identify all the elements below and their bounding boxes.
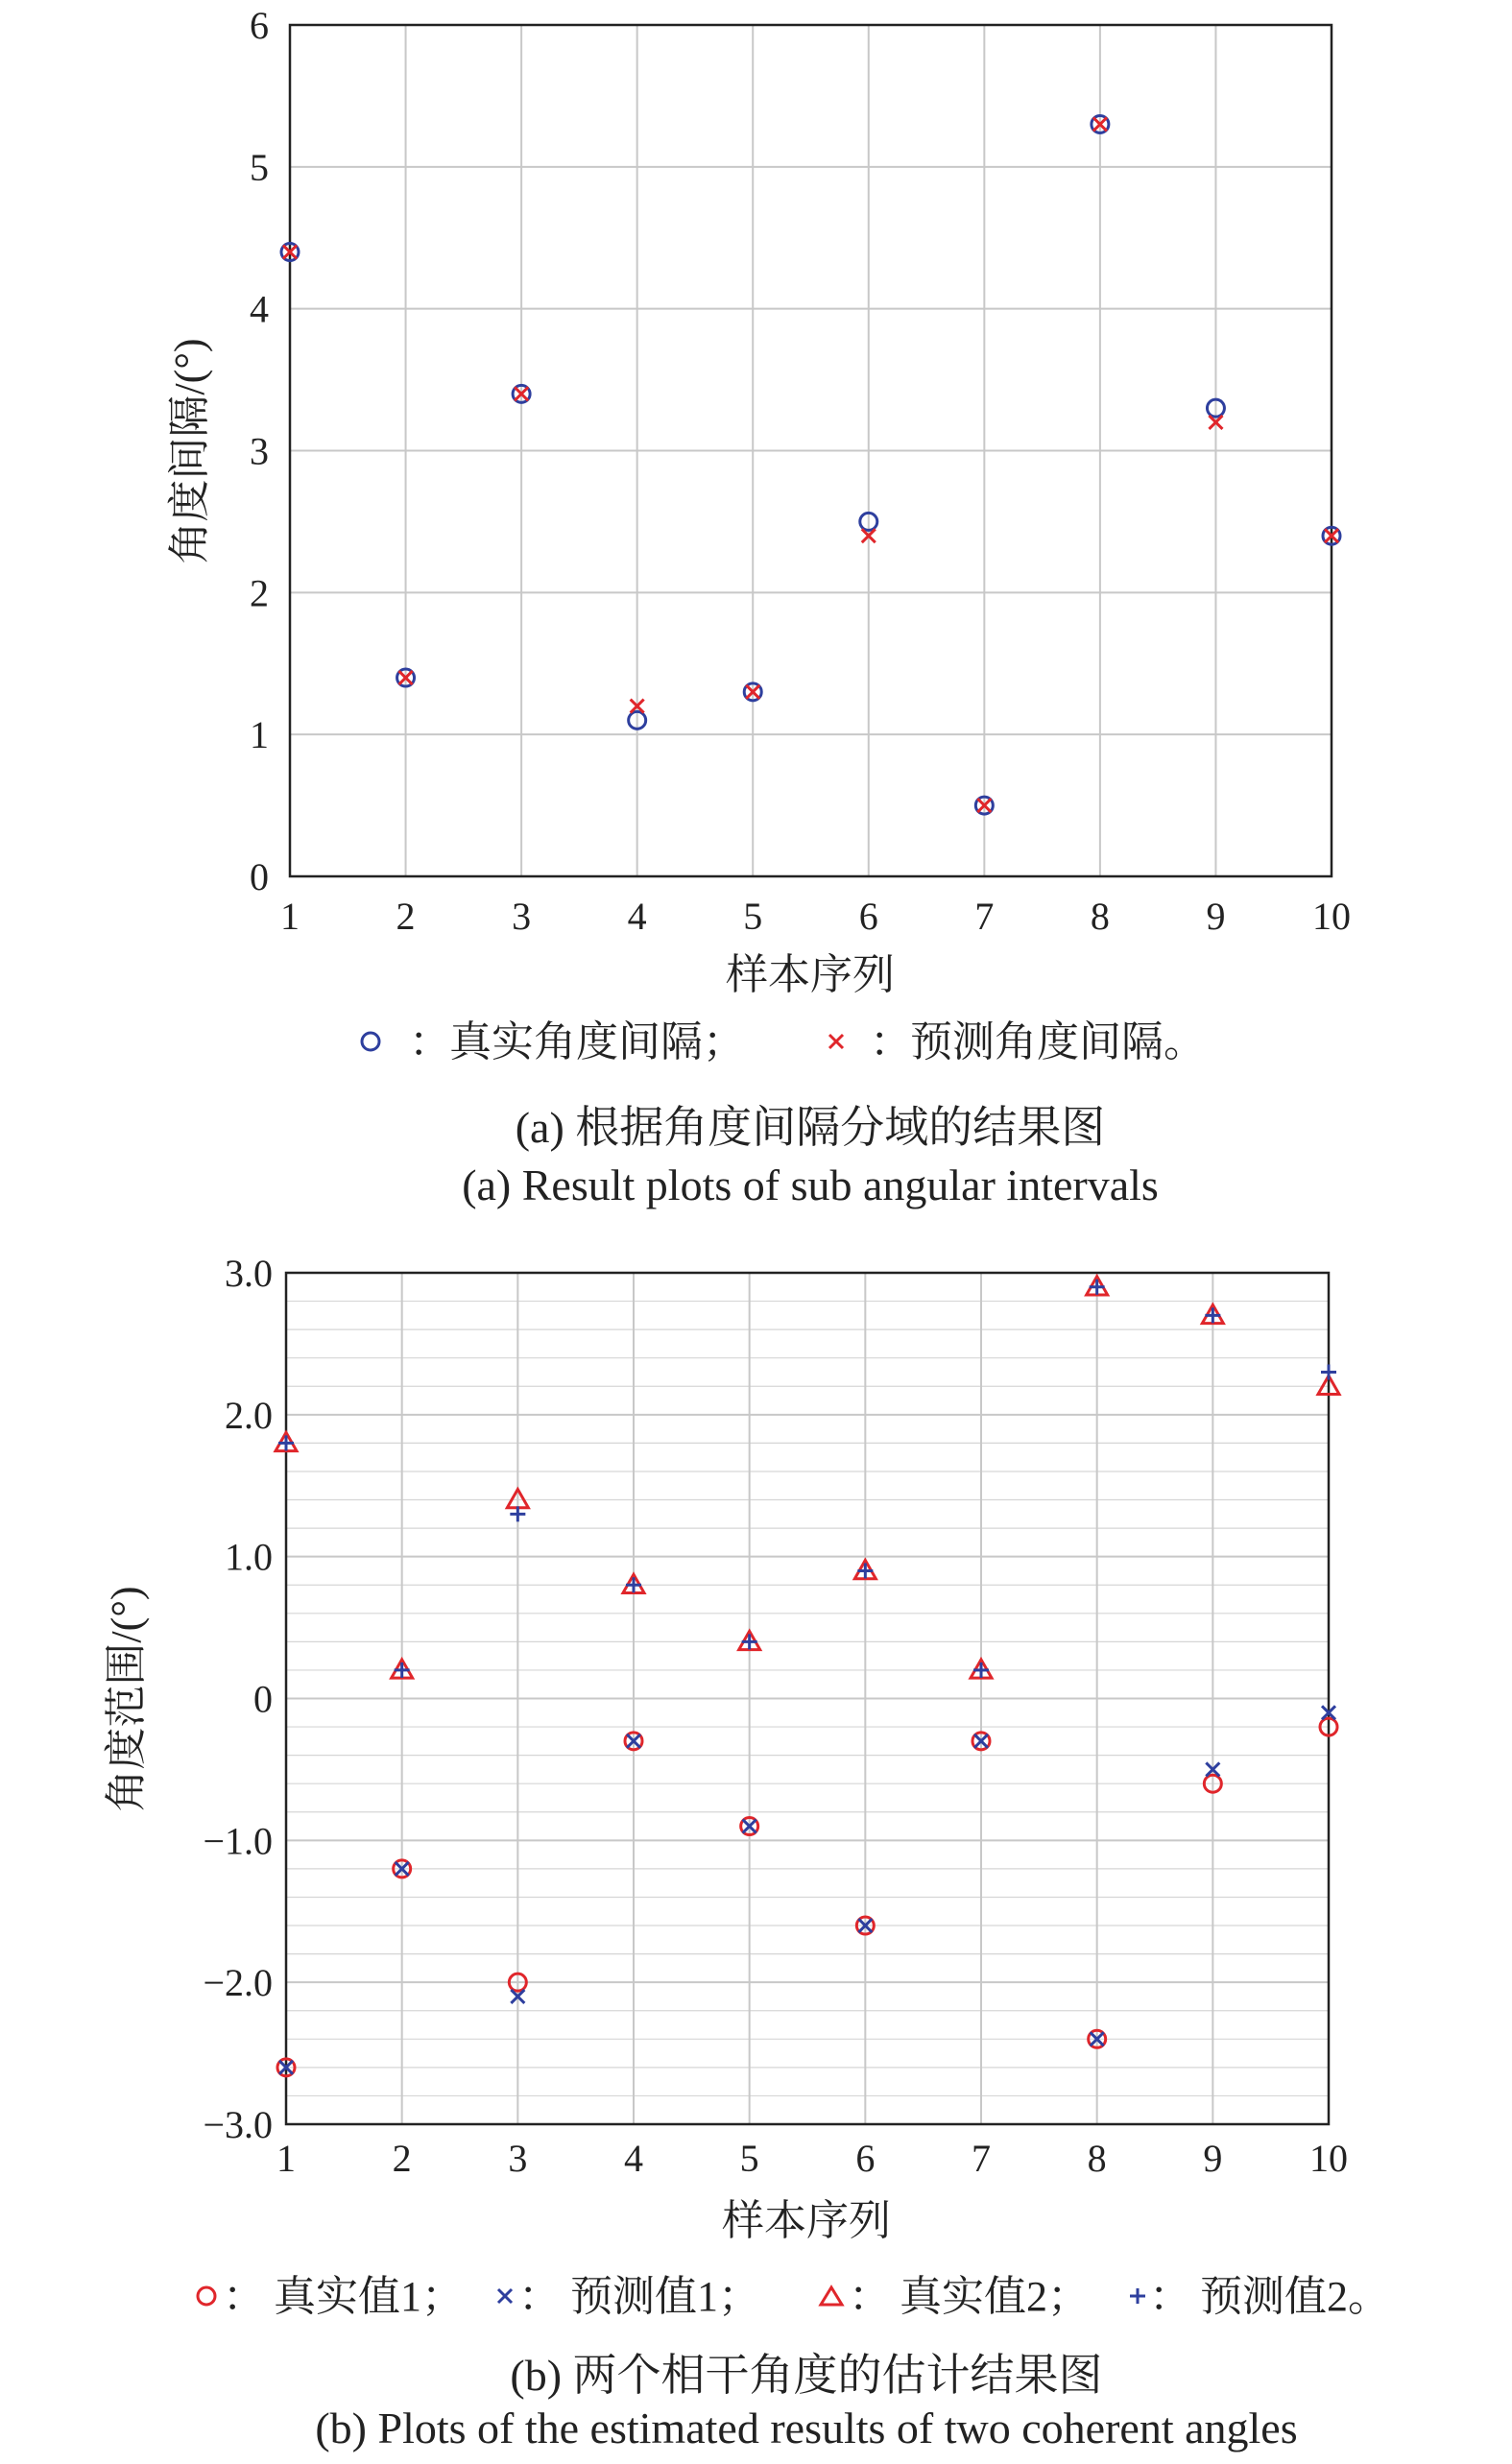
x-tick-label: 3 <box>512 895 532 938</box>
x-tick-label: 10 <box>1309 2137 1348 2180</box>
panel-a-grid <box>290 25 1332 876</box>
x-tick-label: 10 <box>1312 895 1351 938</box>
panel-b-data-marks <box>276 1277 1339 2076</box>
y-tick-label: 1 <box>250 713 269 757</box>
legend-sep: ： <box>849 2273 891 2320</box>
legend-label-true-value-1: 真实值1； <box>274 2273 464 2320</box>
x-tick-label: 1 <box>276 2137 296 2180</box>
x-tick-label: 3 <box>508 2137 528 2180</box>
y-tick-label: −2.0 <box>203 1961 273 2005</box>
point-plus-marker <box>395 1663 410 1678</box>
x-tick-label: 7 <box>974 895 995 938</box>
x-tick-label: 2 <box>392 2137 412 2180</box>
x-tick-label: 6 <box>858 895 878 938</box>
panel-a-chart <box>166 4 1351 1209</box>
panel-a-caption-cn: (a) 根据角度间隔分域的结果图 <box>515 1103 1106 1152</box>
y-tick-label: 1.0 <box>225 1535 273 1579</box>
panel-b-chart <box>103 1252 1390 2452</box>
x-tick-label: 9 <box>1206 895 1226 938</box>
point-plus-marker <box>1321 1364 1336 1379</box>
panel-b-caption-cn: (b) 两个相干角度的估计结果图 <box>510 2351 1103 2400</box>
panel-a-x-tick-labels <box>280 895 1351 938</box>
y-tick-label: −3.0 <box>203 2103 273 2146</box>
x-tick-label: 5 <box>743 895 763 938</box>
panel-a-x-axis-label: 样本序列 <box>726 951 895 998</box>
x-tick-label: 4 <box>624 2137 643 2180</box>
legend-label-true-value-2: 真实值2； <box>900 2273 1090 2320</box>
legend-label-predicted-value-1: 预测值1； <box>570 2273 760 2320</box>
y-tick-label: 3.0 <box>225 1252 273 1295</box>
legend-circle-marker-icon <box>198 2287 215 2305</box>
panel-a-data-marks <box>281 115 1340 814</box>
panel-a-y-axis-label: 角度间隔/(°) <box>166 338 213 564</box>
panel-a-caption-en: (a) Result plots of sub angular intervals <box>462 1160 1159 1209</box>
legend-sep: ： <box>223 2273 265 2320</box>
point-plus-marker <box>1090 1280 1105 1295</box>
legend-sep: ： <box>409 1018 451 1065</box>
legend-circle-marker-icon <box>362 1033 379 1050</box>
x-tick-label: 6 <box>855 2137 876 2180</box>
x-tick-label: 8 <box>1090 895 1110 938</box>
point-plus-marker <box>742 1634 757 1649</box>
y-tick-label: 4 <box>250 287 269 331</box>
legend-label-true-interval: 真实角度间隔； <box>449 1018 745 1065</box>
x-tick-label: 4 <box>627 895 647 938</box>
point-plus-marker <box>278 1435 294 1450</box>
x-tick-label: 7 <box>972 2137 991 2180</box>
point-plus-marker <box>1205 1307 1220 1323</box>
y-tick-label: 2 <box>250 571 269 615</box>
panel-a-y-tick-labels <box>250 4 269 898</box>
legend-x-marker-icon <box>829 1035 843 1048</box>
x-tick-label: 8 <box>1087 2137 1107 2180</box>
panel-b-legend <box>198 2273 1390 2320</box>
panel-b-x-tick-labels <box>276 2137 1348 2180</box>
x-tick-label: 9 <box>1203 2137 1223 2180</box>
y-tick-label: 0 <box>253 1677 273 1721</box>
y-tick-label: −1.0 <box>203 1819 273 1863</box>
legend-sep: ： <box>518 2273 561 2320</box>
legend-plus-marker-icon <box>1130 2288 1145 2304</box>
panel-b-caption-en: (b) Plots of the estimated results of two coherent angles <box>315 2404 1298 2452</box>
legend-x-marker-icon <box>498 2289 512 2303</box>
y-tick-label: 0 <box>250 855 269 898</box>
point-plus-marker <box>857 1563 873 1578</box>
legend-label-predicted-value-2: 预测值2。 <box>1200 2273 1390 2320</box>
x-tick-label: 2 <box>396 895 416 938</box>
point-plus-marker <box>973 1663 989 1678</box>
y-tick-label: 3 <box>250 429 269 473</box>
legend-sep: ： <box>870 1018 912 1065</box>
panel-b-y-axis-label: 角度范围/(°) <box>103 1586 150 1812</box>
y-tick-label: 5 <box>250 145 269 189</box>
y-tick-label: 2.0 <box>225 1393 273 1437</box>
panel-b-y-tick-labels <box>203 1252 273 2146</box>
legend-sep: ： <box>1149 2273 1191 2320</box>
x-tick-label: 5 <box>739 2137 759 2180</box>
panel-b-grid <box>286 1273 1329 2124</box>
panel-a-legend <box>362 1018 1206 1065</box>
point-plus-marker <box>626 1577 641 1592</box>
legend-label-predicted-interval: 预测角度间隔。 <box>910 1018 1206 1065</box>
panel-b-x-axis-label: 样本序列 <box>722 2197 891 2244</box>
legend-triangle-marker-icon <box>821 2287 842 2305</box>
x-tick-label: 1 <box>280 895 300 938</box>
y-tick-label: 6 <box>250 4 269 47</box>
